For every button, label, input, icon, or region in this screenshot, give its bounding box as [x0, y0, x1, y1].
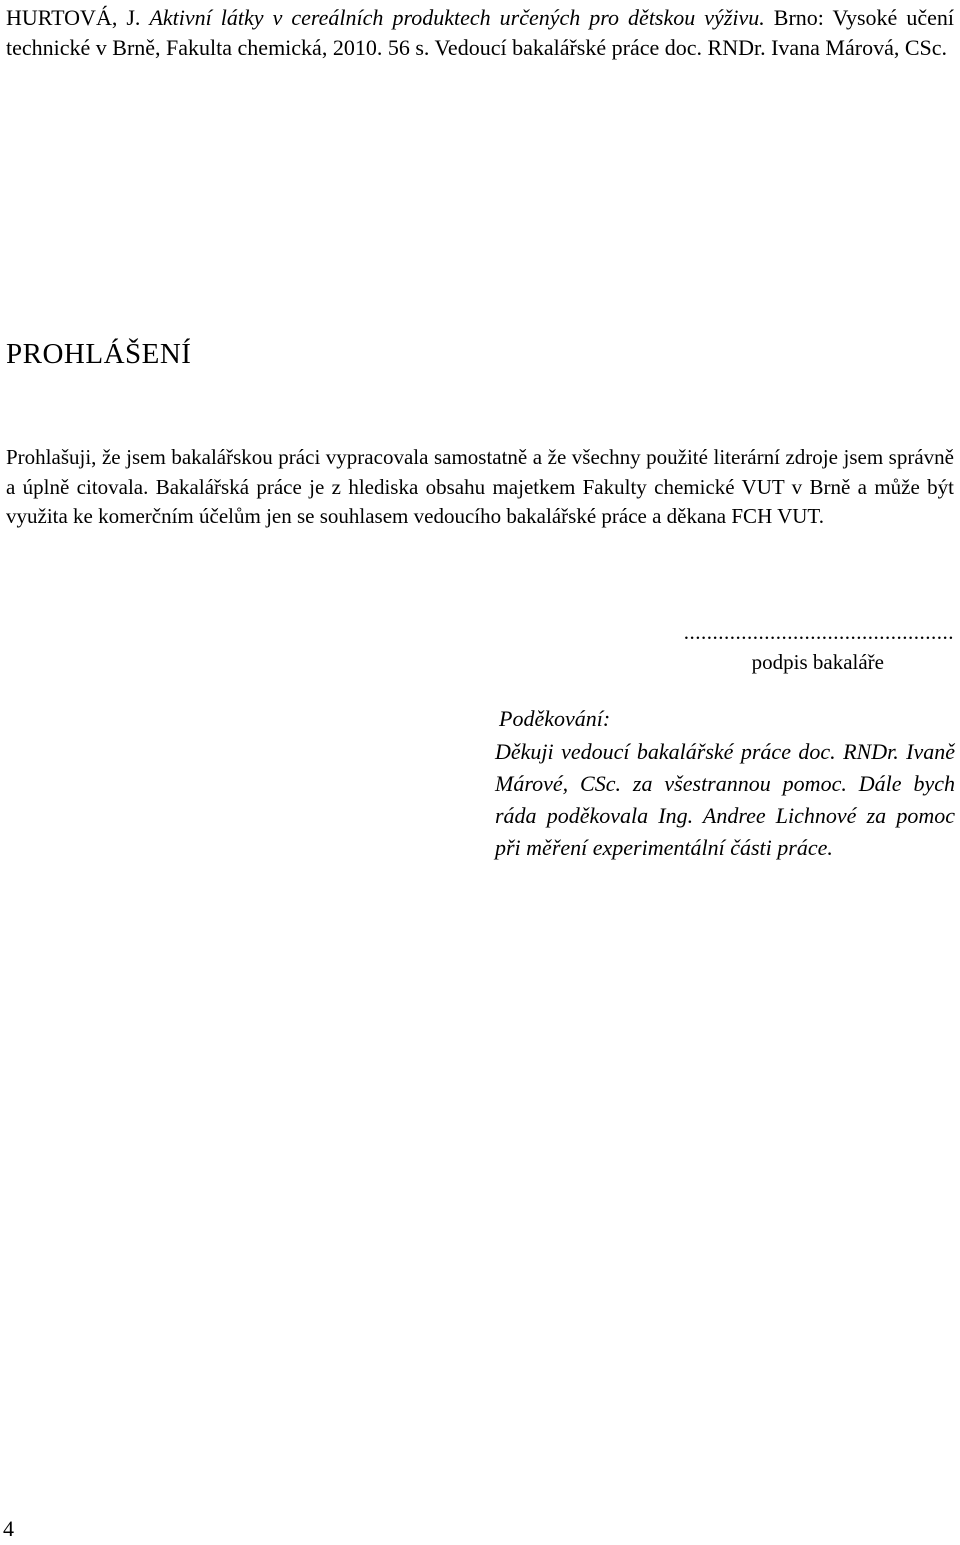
declaration-text: Prohlašuji, že jsem bakalářskou práci vypracovala samostatně a že všechny použité literární zdroje jsem správně a úplně citovala. Bakalářská práce je z hlediska obsahu majetkem Fakulty chemické VUT v Brně a může být využita ke komerčním účelům jen se souhlasem vedoucího bakalářské práce a děkana FCH VUT.	[6, 445, 954, 528]
signature-label: podpis bakaláře	[751, 650, 884, 674]
declaration-heading: PROHLÁŠENÍ	[6, 338, 192, 370]
acknowledgement-text: Děkuji vedoucí bakalářské práce doc. RNDr. Ivaně Márové, CSc. za všestrannou pomoc. Dále bych ráda poděkovala Ing. Andree Lichnové za pomoc při měření experimentální části práce.	[495, 739, 955, 860]
bibliographic-citation	[6, 3, 954, 63]
signature-line: ...............................................	[683, 620, 954, 644]
citation-title: Aktivní látky v cereálních produktech určených pro dětskou výživu.	[149, 5, 765, 30]
acknowledgement-heading: Poděkování:	[499, 706, 611, 731]
citation-authors: HURTOVÁ, J.	[6, 5, 141, 30]
citation-publication: Brno: Vysoké učení technické v Brně, Fakulta chemická, 2010. 56 s. Vedoucí bakalářské práce doc. RNDr. Ivana Márová, CSc.	[6, 5, 954, 60]
acknowledgement-section	[495, 703, 955, 864]
page-number: 4	[3, 1516, 14, 1541]
signature-block	[684, 618, 954, 676]
